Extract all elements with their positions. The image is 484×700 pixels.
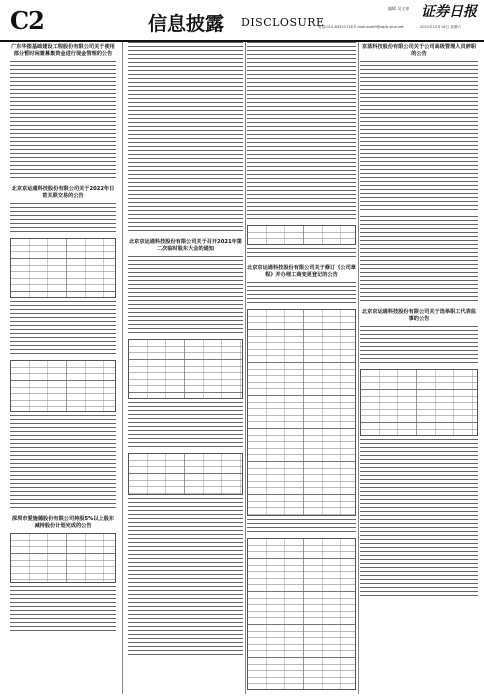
column-divider <box>122 42 123 694</box>
notice-title: 广东华图基础建设工程股份有限公司关于使用部分暂时闲置募集资金进行现金管理的公告 <box>11 44 115 57</box>
notice-body-text <box>247 42 356 222</box>
notice-body-text <box>247 248 356 260</box>
notice-title: 北京京运通科技股份有限公司关于2022年日常关联交易的公告 <box>11 186 115 199</box>
notice-body-text <box>10 586 116 634</box>
column-1 <box>10 42 116 692</box>
column-3 <box>247 42 356 692</box>
notice-body-text <box>10 301 116 357</box>
column-4 <box>360 42 478 692</box>
notice-table <box>10 533 116 583</box>
notice-table <box>247 309 356 516</box>
column-divider <box>245 42 246 694</box>
notice-table <box>247 538 356 690</box>
notice-body-text <box>247 519 356 535</box>
notice-table <box>10 238 116 298</box>
notice-table <box>128 339 243 399</box>
masthead <box>0 0 484 42</box>
notice-body-text <box>360 216 478 304</box>
notice-body-text <box>10 415 116 511</box>
notice-title: 北京京运通科技股份有限公司关于选举职工代表监事的公告 <box>361 309 477 322</box>
notice-body-text <box>10 203 116 235</box>
notice-body-text <box>247 282 356 306</box>
section-title: 信息披露 <box>148 13 225 35</box>
notice-body-text <box>128 42 243 234</box>
page-number: C2 <box>10 6 44 35</box>
notice-body-text <box>360 61 478 213</box>
notice-body-text <box>360 326 478 366</box>
contact-info: 电话:010-83251716 E-mail:zqrb9@zqrb.sina.net <box>318 25 404 29</box>
notice-table <box>128 453 243 495</box>
newspaper-logo: 证券日报 <box>421 4 477 20</box>
notice-body-text <box>360 439 478 599</box>
notice-title: 北京京运通科技股份有限公司关于修订《公司章程》并办理工商变更登记的公告 <box>247 265 356 278</box>
section-subtitle: DISCLOSURE <box>241 16 325 29</box>
notice-title: 北京京运通科技股份有限公司关于召开2021年第二次临时股东大会的通知 <box>128 239 242 252</box>
notice-table <box>247 225 356 245</box>
notice-table <box>360 369 478 436</box>
notice-title: 京蓝科技股份有限公司关于公司高级管理人员辞职的公告 <box>361 44 477 57</box>
column-2 <box>128 42 243 692</box>
notice-title: 深圳市爱施德股份有限公司持股5%以上股东减持股份计划完成的公告 <box>11 516 115 529</box>
issue-date: 2021年12月18日 星期六 <box>420 25 461 29</box>
notice-body-text <box>128 498 243 658</box>
column-divider <box>358 42 359 694</box>
notice-body-text <box>128 256 243 336</box>
notice-body-text <box>10 61 116 181</box>
notice-body-text <box>128 402 243 450</box>
notice-table <box>10 360 116 412</box>
editor-credit: 编辑 吴主审 <box>388 6 410 11</box>
